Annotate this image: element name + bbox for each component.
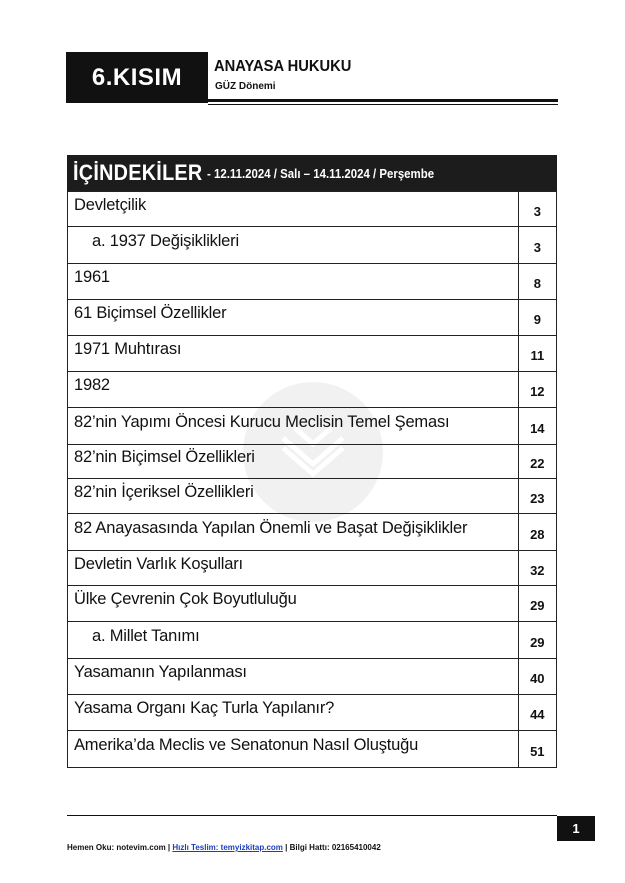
page-number-label: 1: [572, 821, 580, 836]
toc-entry-page-number: 40: [530, 671, 545, 686]
toc-entry-title-text: 1971 Muhtırası: [74, 340, 182, 358]
toc-entry-page: [518, 659, 556, 695]
toc-entry-title[interactable]: [68, 622, 519, 659]
toc-entry-page: [518, 445, 556, 479]
toc-heading: İÇİNDEKİLER: [73, 160, 203, 185]
toc-row[interactable]: [68, 227, 557, 264]
toc-entry-title[interactable]: [68, 479, 519, 514]
toc-entry-title-text: 82 Anayasasında Yapılan Önemli ve Başat Değişiklikler: [74, 518, 468, 537]
toc-entry-title[interactable]: [68, 514, 519, 551]
toc-entry-title-text: 82’nin İçeriksel Özellikleri: [74, 482, 254, 501]
page-number: [557, 816, 595, 841]
toc-header: [67, 155, 557, 191]
toc-entry-title[interactable]: [68, 731, 519, 768]
toc-entry-title[interactable]: [68, 586, 519, 622]
toc-row[interactable]: [68, 731, 557, 768]
toc-entry-title-text: Devletçilik: [74, 195, 147, 214]
toc-entry-page-number: 14: [530, 420, 545, 436]
footer-read-text: Hemen Oku: notevim.com: [67, 843, 166, 852]
toc-entry-title[interactable]: [68, 300, 519, 336]
toc-date-range: - 12.11.2024 / Salı – 14.11.2024 / Perşembe: [206, 165, 434, 181]
toc-entry-page-number: 3: [533, 203, 541, 219]
footer-info: [67, 843, 381, 852]
toc-row[interactable]: [68, 479, 557, 514]
toc-row[interactable]: [68, 445, 557, 479]
header-rule-thick: [208, 99, 558, 102]
document-subtitle: GÜZ Dönemi: [215, 81, 276, 92]
toc-entry-title[interactable]: [68, 408, 519, 445]
toc-row[interactable]: [68, 372, 557, 408]
toc-entry-page-number: 32: [530, 562, 545, 578]
toc-entry-page-number: 23: [530, 490, 545, 506]
document-title: ANAYASA HUKUKU: [214, 58, 352, 75]
toc-entry-page-number: 8: [533, 276, 541, 291]
toc-entry-title-text: Amerika’da Meclis ve Senatonun Nasıl Oluştuğu: [74, 735, 419, 754]
toc-entry-title-text: Yasama Organı Kaç Turla Yapılanır?: [74, 699, 335, 717]
toc-entry-title-text: Devletin Varlık Koşulları: [74, 554, 243, 573]
toc-entry-page: [518, 192, 556, 227]
toc-row[interactable]: [68, 551, 557, 586]
toc-entry-page: [518, 622, 556, 659]
toc-entry-title[interactable]: [68, 264, 519, 300]
toc-row[interactable]: [68, 659, 557, 695]
toc-entry-title[interactable]: [68, 336, 519, 372]
toc-row[interactable]: [68, 264, 557, 300]
toc-entry-page: [518, 264, 556, 300]
footer-delivery-link[interactable]: Hızlı Teslim: temyizkitap.com: [172, 843, 283, 852]
toc-entry-title[interactable]: [68, 372, 519, 408]
toc-entry-title[interactable]: [68, 551, 519, 586]
toc-entry-page: [518, 586, 556, 622]
toc-row[interactable]: [68, 408, 557, 445]
toc-entry-page-number: 44: [530, 707, 545, 722]
toc-entry-page-number: 28: [530, 526, 545, 542]
section-label: 6.KISIM: [91, 63, 183, 91]
footer-rule: [67, 815, 557, 816]
toc-entry-page-number: 3: [533, 239, 541, 255]
toc-entry-page: [518, 695, 556, 731]
toc-entry-page: [518, 336, 556, 372]
toc-entry-page: [518, 514, 556, 551]
toc-row[interactable]: [68, 192, 557, 227]
toc-table: [67, 191, 557, 768]
toc-entry-page: [518, 300, 556, 336]
toc-entry-title-text: 61 Biçimsel Özellikler: [74, 304, 227, 322]
toc-entry-page: [518, 408, 556, 445]
toc-entry-title-text: a. Millet Tanımı: [92, 626, 200, 645]
toc-row[interactable]: [68, 336, 557, 372]
toc-row[interactable]: [68, 586, 557, 622]
toc-entry-title-text: Yasamanın Yapılanması: [74, 663, 247, 681]
toc-entry-title[interactable]: [68, 659, 519, 695]
toc-entry-page-number: 29: [530, 634, 545, 650]
footer-hotline-text: Bilgi Hattı: 02165410042: [289, 843, 381, 852]
toc-entry-page-number: 9: [533, 312, 541, 327]
toc-entry-page: [518, 479, 556, 514]
toc-entry-page: [518, 227, 556, 264]
toc-entry-page-number: 12: [530, 384, 545, 399]
toc-entry-title-text: a. 1937 Değişiklikleri: [92, 231, 239, 250]
toc-entry-page: [518, 731, 556, 768]
section-badge: [66, 52, 208, 103]
toc-entry-title[interactable]: [68, 695, 519, 731]
toc-entry-page-number: 11: [530, 348, 545, 363]
header-rule-thin: [208, 104, 558, 105]
toc-entry-title[interactable]: [68, 192, 519, 227]
toc-entry-page-number: 29: [530, 598, 545, 613]
toc-entry-title-text: 1961: [74, 268, 110, 286]
toc-entry-page: [518, 551, 556, 586]
toc-row[interactable]: [68, 622, 557, 659]
toc-entry-page: [518, 372, 556, 408]
toc-entry-title[interactable]: [68, 445, 519, 479]
toc-row[interactable]: [68, 695, 557, 731]
toc-entry-page-number: 22: [530, 456, 545, 471]
table-of-contents: [67, 155, 557, 768]
toc-entry-title-text: 82’nin Biçimsel Özellikleri: [74, 448, 255, 466]
toc-entry-page-number: 51: [530, 743, 545, 759]
toc-entry-title-text: 1982: [74, 376, 110, 394]
toc-entry-title-text: Ülke Çevrenin Çok Boyutluluğu: [74, 590, 297, 608]
toc-entry-title-text: 82’nin Yapımı Öncesi Kurucu Meclisin Temel Şeması: [74, 412, 450, 431]
toc-row[interactable]: [68, 514, 557, 551]
toc-entry-title[interactable]: [68, 227, 519, 264]
footer-separator: |: [165, 843, 173, 852]
footer-separator: |: [282, 843, 290, 852]
toc-row[interactable]: [68, 300, 557, 336]
